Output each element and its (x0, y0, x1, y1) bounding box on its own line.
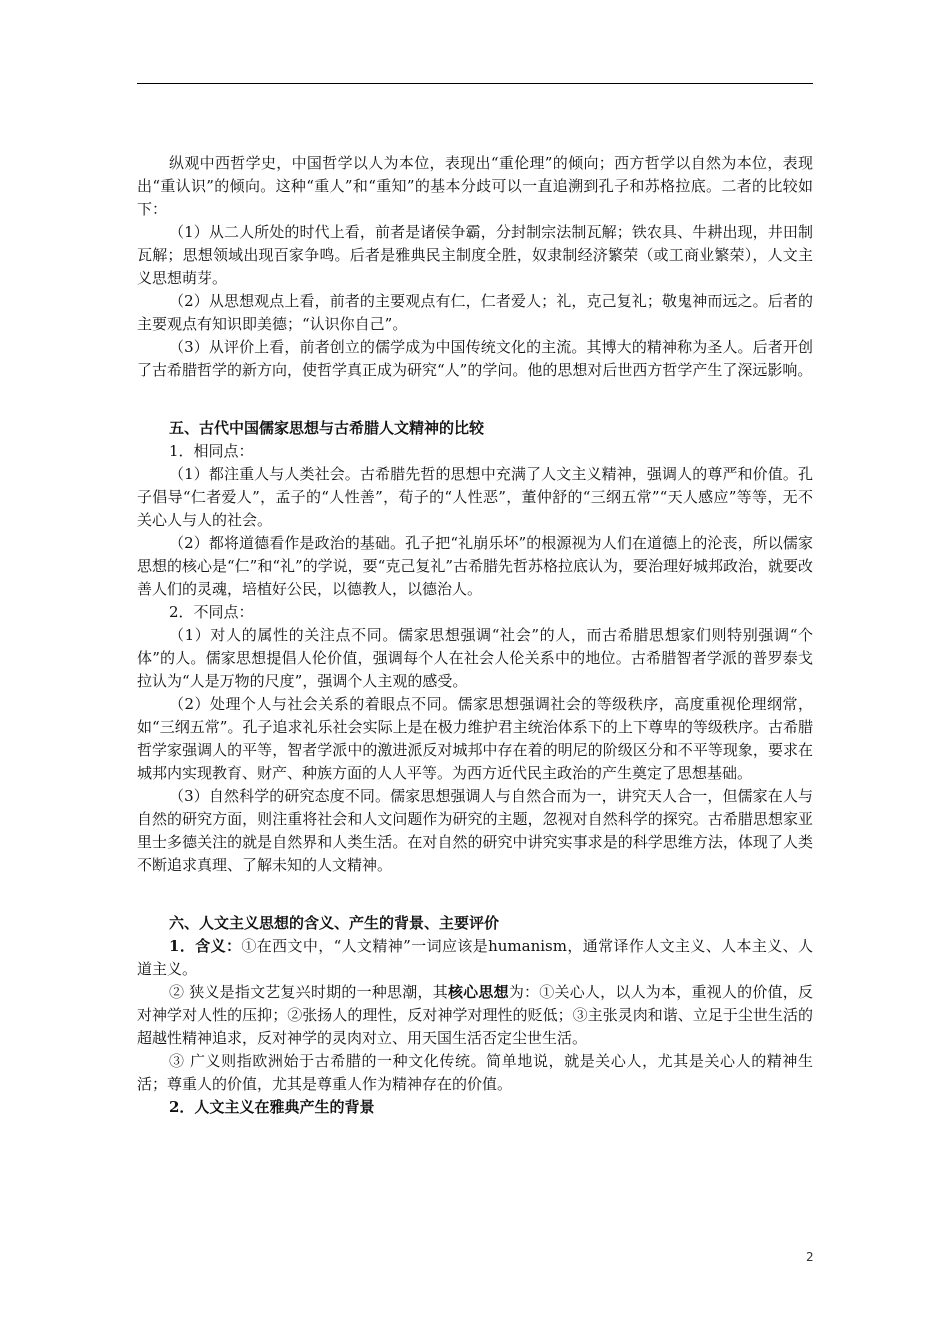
comparison-point-1: （1）从二人所处的时代上看，前者是诸侯争霸，分封制宗法制瓦解；铁农具、牛耕出现，井田制瓦解；思想领域出现百家争鸣。后者是雅典民主制度全胜，奴隶制经济繁荣（或工商业繁荣），人文主义思想萌芽。 (137, 223, 813, 287)
header-rule (137, 83, 813, 84)
similarity-2: （2）都将道德看作是政治的基础。孔子把“礼崩乐坏”的根源视为人们在道德上的沦丧，所以儒家思想的核心是“仁”和“礼”的学说，要“克己复礼”古希腊先哲苏格拉底认为，要治理好城邦政治，就要改善人们的灵魂，培植好公民，以德教人，以德治人。 (137, 534, 814, 598)
difference-3: （3）自然科学的研究态度不同。儒家思想强调人与自然合而为一，讲究天人合一，但儒家在人与自然的研究方面，则注重将社会和人文问题作为研究的主题，忽视对自然科学的探究。古希腊思想家亚里士多德关注的就是自然界和人类生活。在对自然的研究中讲究实事求是的科学思维方法，体现了人类不断追求真理、了解未知的人文精神。 (137, 787, 813, 874)
background-subtitle: 2．人文主义在雅典产生的背景 (169, 1098, 375, 1116)
broad-meaning-paragraph: ③ 广义则指欧洲始于古希腊的一种文化传统。简单地说，就是关心人，尤其是关心人的精神生活；尊重人的价值，尤其是尊重人作为精神存在的价值。 (137, 1052, 813, 1093)
core-idea-label: 核心思想 (447, 983, 509, 1001)
difference-2: （2）处理个人与社会关系的着眼点不同。儒家思想强调社会的等级秩序，高度重视伦理纲常，如“三纲五常”。孔子追求礼乐社会实际上是在极力维护君主统治体系下的上下尊卑的等级秩序。古希腊哲学家强调人的平等，智者学派中的激进派反对城邦中存在着的明尼的阶级区分和不平等现象，要求在城邦内实现教育、财产、种族方面的人人平等。为西方近代民主政治的产生奠定了思想基础。 (137, 695, 813, 782)
intro-paragraph: 纵观中西哲学史，中国哲学以人为本位，表现出“重伦理”的倾向；西方哲学以自然为本位，表现出“重认识”的倾向。这种“重人”和“重知”的基本分歧可以一直追溯到孔子和苏格拉底。二者的比较如下： (137, 154, 813, 218)
document-body (137, 152, 813, 1119)
section-6-title: 六、人文主义思想的含义、产生的背景、主要评价 (169, 914, 500, 932)
narrow-pre: ② 狭义是指文艺复兴时期的一种思潮，其 (169, 983, 448, 1001)
comparison-point-3: （3）从评价上看，前者创立的儒学成为中国传统文化的主流。其博大的精神称为圣人。后者开创了古希腊哲学的新方向，使哲学真正成为研究“人”的学问。他的思想对后世西方哲学产生了深远影响。 (137, 338, 813, 379)
meaning-text: ①在西文中，“人文精神”一词应该是humanism，通常译作人文主义、人本主义、人道主义。 (137, 937, 813, 978)
similarity-1: （1）都注重人与人类社会。古希腊先哲的思想中充满了人文主义精神，强调人的尊严和价值。孔子倡导“仁者爱人”，孟子的“人性善”，荀子的“人性恶”，董仲舒的“三纲五常”“天人感应”等等，无不关心人与人的社会。 (137, 465, 813, 529)
section-5-title: 五、古代中国儒家思想与古希腊人文精神的比较 (169, 419, 485, 437)
narrow-meaning-paragraph (137, 981, 813, 1050)
narrow-post: 为：①关心人，以人为本，重视人的价值，反对神学对人性的压抑；②张扬人的理性，反对神学对理性的贬低；③主张灵肉和谐、立足于尘世生活的超越性精神追求，反对神学的灵肉对立、用天国生活否定尘世生活。 (137, 983, 813, 1047)
comparison-point-2: （2）从思想观点上看，前者的主要观点有仁，仁者爱人；礼，克己复礼；敬鬼神而远之。后者的主要观点有知识即美德；“认识你自己”。 (137, 292, 813, 333)
similarities-label: 1．相同点： (169, 442, 254, 460)
meaning-paragraph (137, 935, 813, 981)
differences-label: 2．不同点： (169, 603, 254, 621)
page-number: 2 (806, 1250, 814, 1264)
difference-1: （1）对人的属性的关注点不同。儒家思想强调“社会”的人，而古希腊思想家们则特别强调“个体”的人。儒家思想提倡人伦价值，强调每个人在社会人伦关系中的地位。古希腊智者学派的普罗泰戈拉认为“人是万物的尺度”，强调个人主观的感受。 (137, 626, 813, 690)
meaning-label: 1．含义： (169, 937, 242, 955)
